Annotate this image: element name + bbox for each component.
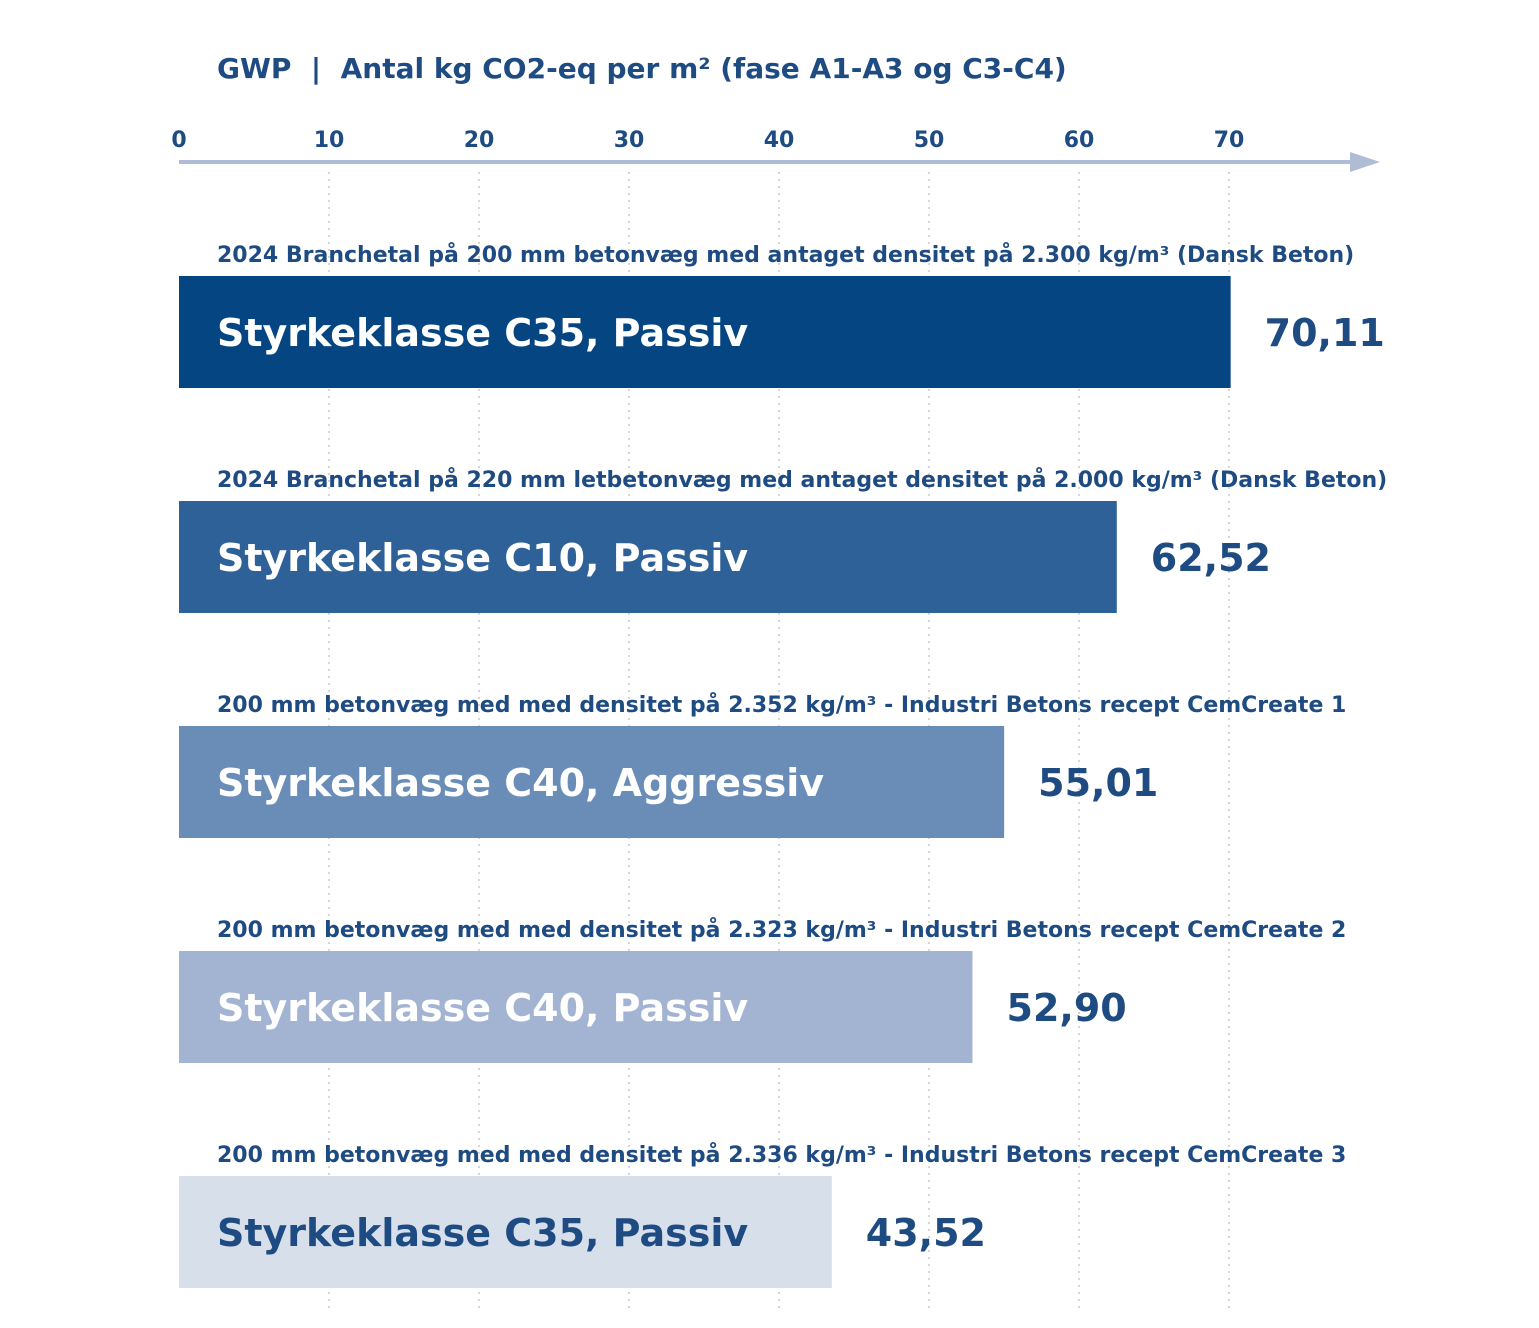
bar-group [179, 1142, 1346, 1288]
axis-arrowhead [1350, 152, 1380, 172]
x-axis [171, 128, 1380, 172]
tick-label: 70 [1213, 128, 1245, 153]
bar-label: Styrkeklasse C40, Aggressiv [217, 761, 825, 805]
chart-title: GWP | Antal kg CO2-eq per m² (fase A1-A3 og C3-C4) [217, 52, 1067, 85]
tick-label: 60 [1063, 128, 1095, 153]
bar-description: 200 mm betonvæg med med densitet på 2.352 kg/m³ - Industri Betons recept CemCreate 1 [217, 693, 1347, 718]
tick-label: 10 [313, 128, 345, 153]
bar-value-label: 62,52 [1150, 536, 1272, 580]
bar-value-label: 55,01 [1038, 761, 1159, 805]
bar-value-label: 52,90 [1006, 986, 1127, 1030]
bars [179, 242, 1387, 1288]
bar-group [179, 467, 1387, 613]
bar-description: 200 mm betonvæg med med densitet på 2.336 kg/m³ - Industri Betons recept CemCreate 3 [217, 1143, 1347, 1168]
bar-label: Styrkeklasse C40, Passiv [217, 986, 749, 1030]
bar-value-label: 43,52 [865, 1211, 987, 1255]
tick-label: 40 [763, 128, 795, 153]
tick-label: 20 [463, 128, 495, 153]
bar-label: Styrkeklasse C35, Passiv [217, 311, 749, 355]
tick-label: 50 [913, 128, 945, 153]
bar-label: Styrkeklasse C35, Passiv [217, 1211, 749, 1255]
tick-label: 30 [613, 128, 645, 153]
bar-description: 2024 Branchetal på 200 mm betonvæg med antaget densitet på 2.300 kg/m³ (Dansk Beton) [217, 243, 1355, 268]
bar-value-label: 70,11 [1264, 311, 1385, 355]
bar-label: Styrkeklasse C10, Passiv [217, 536, 749, 580]
bar-group [179, 692, 1346, 838]
bar-group [179, 242, 1385, 388]
tick-label: 0 [171, 128, 187, 153]
bar-description: 200 mm betonvæg med med densitet på 2.323 kg/m³ - Industri Betons recept CemCreate 2 [217, 918, 1347, 943]
bar-description: 2024 Branchetal på 220 mm letbetonvæg med antaget densitet på 2.000 kg/m³ (Dansk Beton) [217, 468, 1388, 493]
bar-group [179, 917, 1346, 1063]
